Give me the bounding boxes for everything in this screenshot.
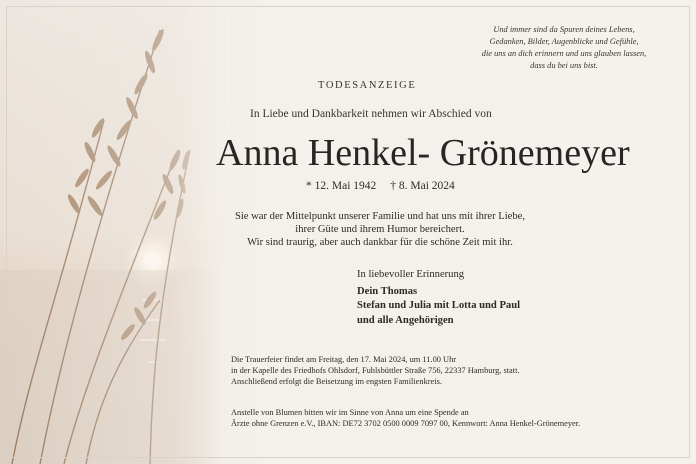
mourner-name: Stefan und Julia mit Lotta und Paul [357, 300, 521, 311]
tribute-text [210, 210, 550, 249]
life-dates [306, 180, 469, 192]
death-date: † 8. Mai 2024 [390, 180, 455, 192]
mourner-name: und alle Angehörigen [357, 314, 454, 326]
epigraph-quote [458, 24, 670, 72]
tribute-line: ihrer Güte und ihrem Humor bereichert. [295, 224, 465, 235]
mourners-block [357, 268, 520, 328]
notice-heading: TODESANZEIGE [318, 80, 417, 91]
donation-request [231, 407, 580, 429]
deceased-name: Anna Henkel- Grönemeyer [216, 132, 630, 174]
quote-line: Gedanken, Bilder, Augenblicke und Gefühle, [489, 37, 639, 46]
tribute-line: Wir sind traurig, aber auch dankbar für die schöne Zeit mit ihr. [247, 237, 513, 248]
funeral-line: Anschließend erfolgt die Beisetzung im engsten Familienkreis. [231, 377, 442, 387]
tribute-line: Sie war der Mittelpunkt unserer Familie und hat uns mit ihrer Liebe, [234, 211, 526, 222]
donation-line: Anstelle von Blumen bitten wir im Sinne von Anna um eine Spende an [231, 408, 469, 417]
memory-heading: In liebevoller Erinnerung [357, 269, 465, 280]
intro-line: In Liebe und Dankbarkeit nehmen wir Abschied von [250, 108, 492, 120]
funeral-line: Die Trauerfeier findet am Freitag, den 17. Mai 2024, um 11.00 Uhr [231, 355, 457, 364]
funeral-details [231, 354, 520, 388]
mourner-name: Dein Thomas [357, 285, 418, 297]
donation-line: Ärzte ohne Grenzen e.V., IBAN: DE72 3702 0500 0009 7097 00, Kennwort: Anna Henkel-Grönemeyer. [231, 419, 581, 429]
quote-line: Und immer sind da Spuren deines Lebens, [493, 25, 635, 34]
quote-line: die uns an dich erinnern und uns glauben lassen, [481, 49, 647, 58]
birth-date: * 12. Mai 1942 [306, 180, 377, 192]
grass-sunset-photo [0, 0, 230, 464]
funeral-line: in der Kapelle des Friedhofs Ohlsdorf, Fuhlsbüttler Straße 756, 22337 Hamburg, statt. [231, 366, 520, 376]
quote-line: dass du bei uns bist. [530, 61, 598, 70]
